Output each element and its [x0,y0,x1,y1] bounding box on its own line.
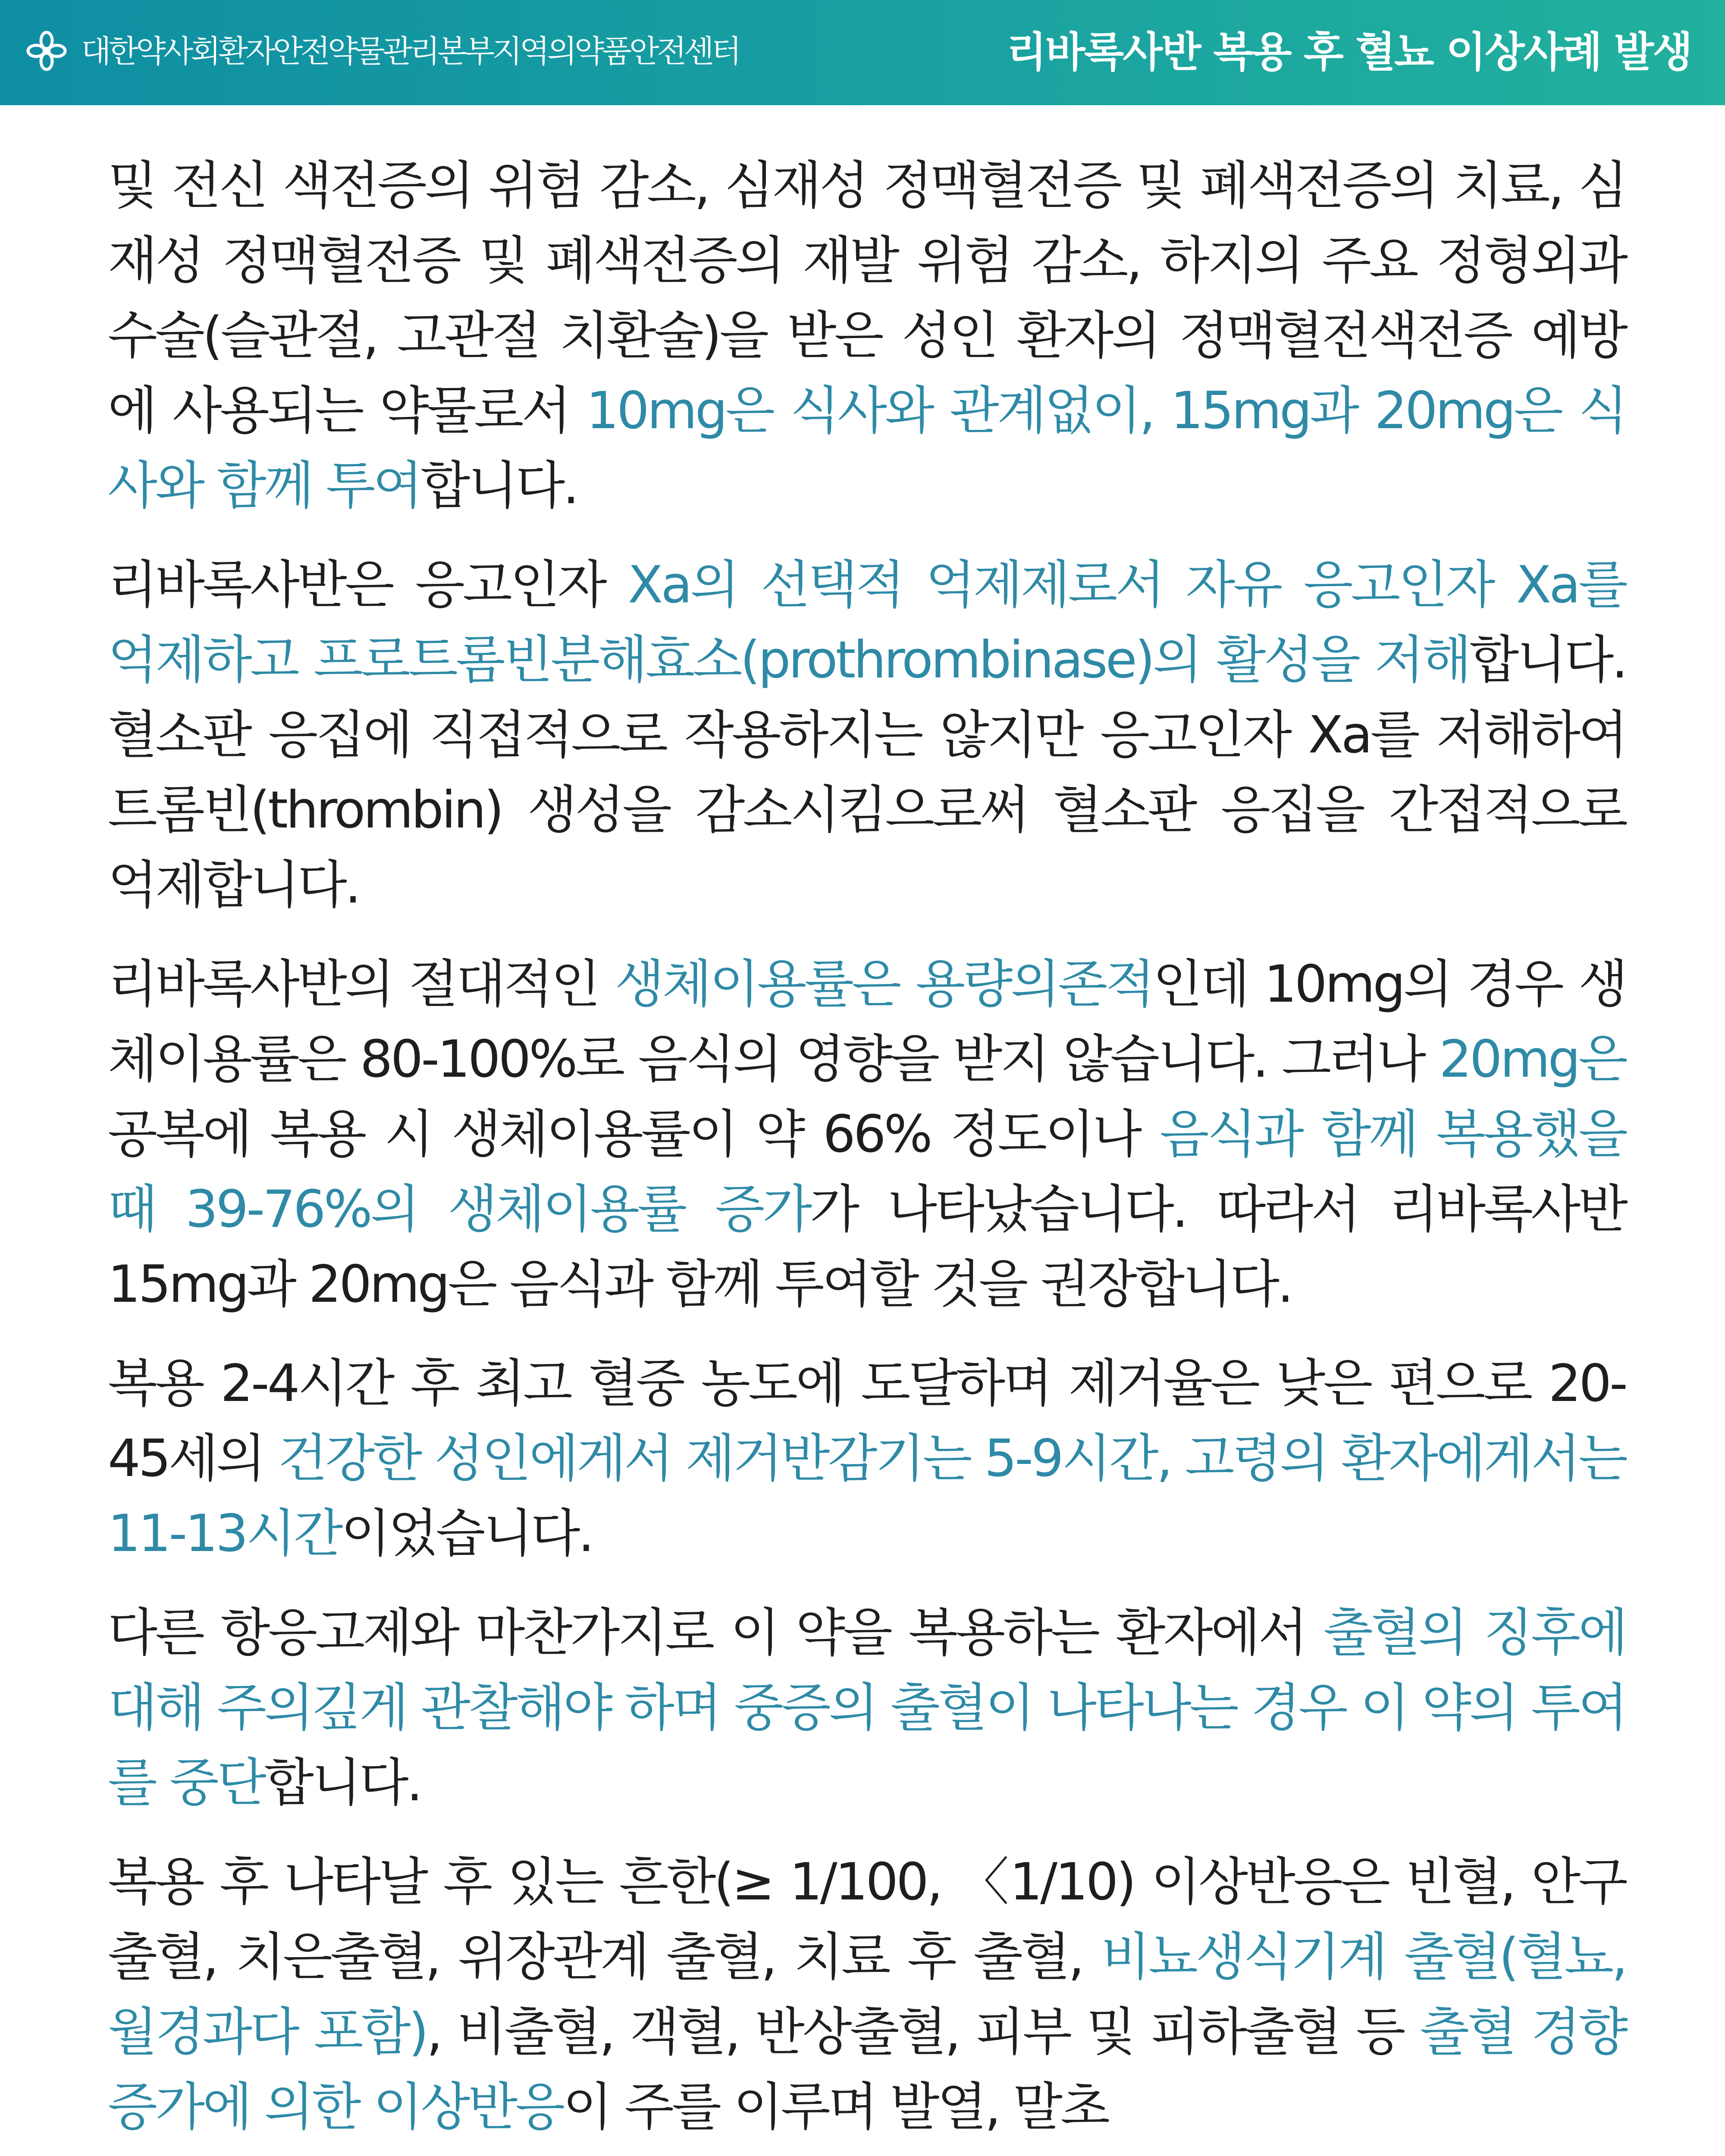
organization-name: 대한약사회환자안전약물관리본부지역의약품안전센터 [81,33,739,69]
body-paragraph [108,548,1626,923]
body-paragraph [108,947,1626,1322]
body-text: 인데 10mg의 경우 생체이용률은 80-100%로 음식의 영향을 받지 않습니다. 그러나 [108,955,1626,1089]
body-text: 가 나타났습니다. 따라서 리바록사반 15mg과 20mg은 음식과 함께 투여할 것을 권장합니다. [108,1180,1626,1314]
highlighted-text: 출혈 경향 증가에 의한 이상반응 [108,2002,1626,2137]
body-text: 리바록사반은 응고인자 [108,555,628,615]
body-text: 이었습니다. [341,1504,593,1564]
body-paragraph [108,148,1626,523]
body-text: 복용 후 나타날 후 있는 흔한(≥ 1/100, 〈1/10) 이상반응은 빈혈, 안구 출혈, 치은출혈, 위장관계 출혈, 치료 후 출혈, [108,1852,1626,1987]
body-text: 및 전신 색전증의 위험 감소, 심재성 정맥혈전증 및 폐색전증의 치료, 심재성 정맥혈전증 및 폐색전증의 재발 위험 감소, 하지의 주요 정형외과 수술(슬관절, 고관절 치환술)을 받은 성인 환자의 정맥혈전색전증 예방에 사용되는 약물로서 [108,156,1626,441]
document-title: 리바록사반 복용 후 혈뇨 이상사례 발생 [1007,28,1691,76]
body-text: 다른 항응고제와 마찬가지로 이 약을 복용하는 환자에서 [108,1603,1324,1663]
body-paragraph [108,1595,1626,1821]
highlighted-text: 건강한 성인에게서 제거반감기는 5-9시간, 고령의 환자에게서는 11-13시간 [108,1429,1626,1564]
body-paragraph [108,1346,1626,1571]
body-text: , 비출혈, 객혈, 반상출혈, 피부 및 피하출혈 등 [427,2002,1420,2062]
highlighted-text: 20mg은 [1439,1030,1626,1089]
body-text: 합니다. 혈소판 응집에 직접적으로 작용하지는 않지만 응고인자 Xa를 저해하여 트롬빈(thrombin) 생성을 감소시킴으로써 혈소판 응집을 간접적으로 억제합니다. [108,630,1626,915]
highlighted-text: 생체이용률은 용량의존적 [615,955,1153,1014]
highlighted-text: 음식과 함께 복용했을 때 39-76%의 생체이용률 증가 [108,1105,1626,1239]
body-text: 리바록사반의 절대적인 [108,955,615,1014]
document-body [108,148,1626,2156]
highlighted-text: 비뇨생식기계 출혈(혈뇨, 월경과다 포함) [108,1927,1626,2062]
page-header [0,0,1725,105]
body-text: 합니다. [264,1753,421,1813]
highlighted-text: Xa의 선택적 억제제로서 자유 응고인자 Xa를 억제하고 프로트롬빈분해효소(prothrombinase)의 활성을 저해 [108,555,1626,690]
highlighted-text: 10mg은 식사와 관계없이, 15mg과 20mg은 식사와 함께 투여 [108,381,1626,516]
highlighted-text: 출혈의 징후에 대해 주의깊게 관찰해야 하며 중증의 출혈이 나타나는 경우 이 약의 투여를 중단 [108,1603,1626,1813]
body-text: 공복에 복용 시 생체이용률이 약 66% 정도이나 [108,1105,1160,1164]
body-text: 복용 2-4시간 후 최고 혈중 농도에 도달하며 제거율은 낮은 편으로 20-45세의 [108,1354,1626,1489]
body-text: 이 주를 이루며 발열, 말초 [563,2078,1108,2137]
body-paragraph [108,1845,1626,2145]
pharmacist-association-logo-icon [25,29,68,72]
body-text: 합니다. [420,456,577,516]
